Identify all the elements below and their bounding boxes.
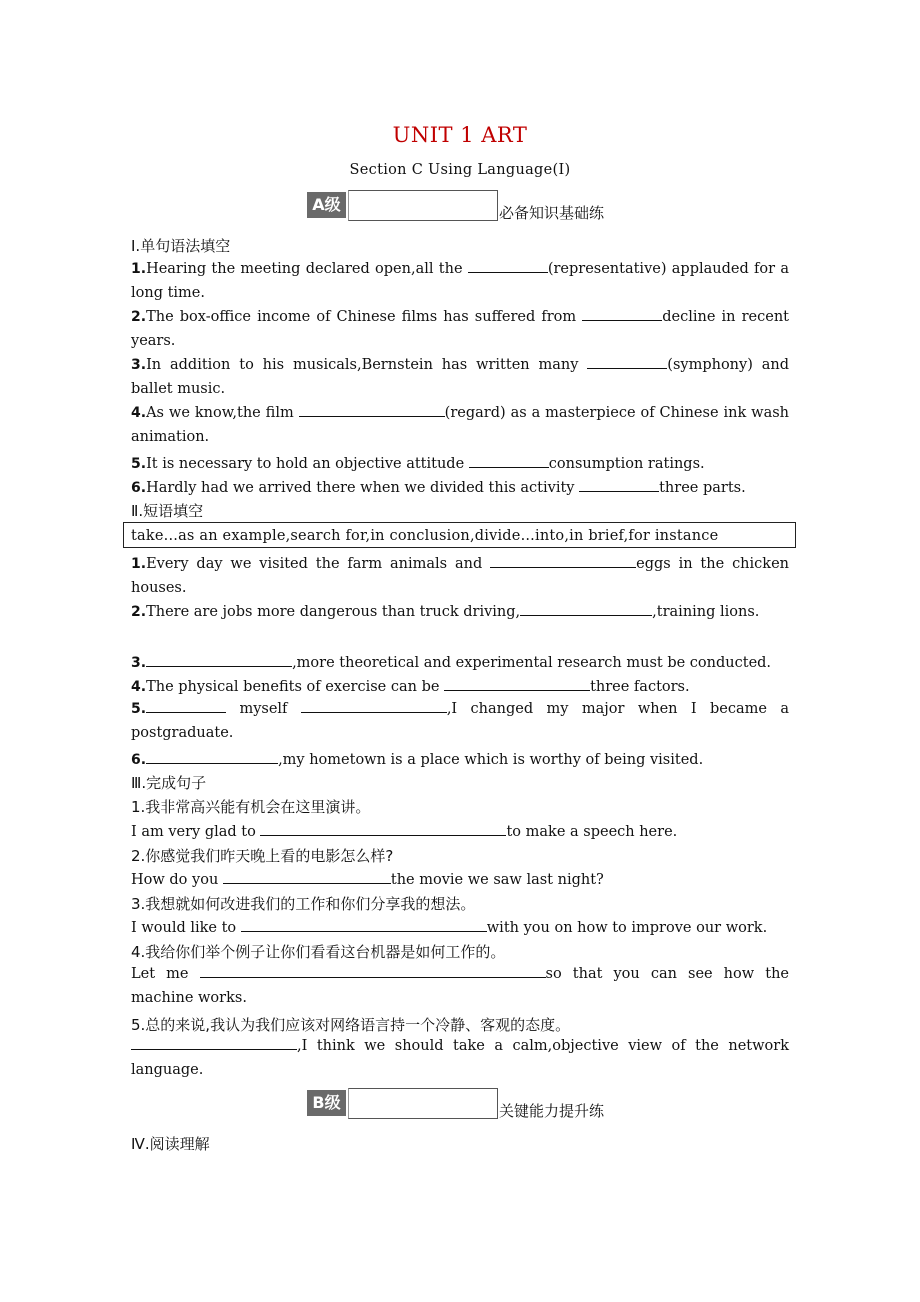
level-a-box <box>348 190 498 221</box>
part2-item-6: 6. ,my hometown is a place which is worthy of being visited. <box>131 749 789 768</box>
level-b-label: 关键能力提升练 <box>499 1102 605 1120</box>
answer-blank[interactable] <box>301 698 447 713</box>
part1-item-5: 5.It is necessary to hold an objective attitude consumption ratings. <box>131 453 789 472</box>
part2-item-3: 3. ,more theoretical and experimental research must be conducted. <box>131 652 789 671</box>
part3-item-5-en: ,I think we should take a calm,objective view of the network language. <box>131 1034 789 1082</box>
answer-blank[interactable] <box>146 698 226 713</box>
part3-item-3-en: I would like to with you on how to improve our work. <box>131 917 789 936</box>
part3-heading: Ⅲ.完成句子 <box>131 774 207 792</box>
answer-blank[interactable] <box>587 354 667 369</box>
answer-blank[interactable] <box>468 258 548 273</box>
answer-blank[interactable] <box>579 477 659 492</box>
level-b-badge: B级 <box>307 1090 346 1116</box>
part3-item-1-cn: 1.我非常高兴能有机会在这里演讲。 <box>131 798 371 816</box>
part2-item-5: 5. myself ,I changed my major when I became a postgraduate. <box>131 697 789 745</box>
phrase-word-box: take...as an example,search for,in conclusion,divide...into,in brief,for instance <box>123 522 796 548</box>
answer-blank[interactable] <box>200 963 546 978</box>
part2-item-2: 2.There are jobs more dangerous than truck driving, ,training lions. <box>131 600 789 624</box>
level-a-label: 必备知识基础练 <box>499 204 605 222</box>
answer-blank[interactable] <box>582 306 662 321</box>
part1-item-1: 1.Hearing the meeting declared open,all the (representative) applauded for a long time. <box>131 257 789 305</box>
level-a-badge: A级 <box>307 192 346 218</box>
answer-blank[interactable] <box>241 917 487 932</box>
part1-heading: Ⅰ.单句语法填空 <box>131 237 231 255</box>
answer-blank[interactable] <box>146 749 278 764</box>
part2-item-4: 4.The physical benefits of exercise can be three factors. <box>131 676 789 695</box>
part3-item-5-cn: 5.总的来说,我认为我们应该对网络语言持一个冷静、客观的态度。 <box>131 1016 571 1034</box>
answer-blank[interactable] <box>520 601 652 616</box>
part3-item-3-cn: 3.我想就如何改进我们的工作和你们分享我的想法。 <box>131 895 476 913</box>
part1-item-6: 6.Hardly had we arrived there when we divided this activity three parts. <box>131 477 789 496</box>
part3-item-4-cn: 4.我给你们举个例子让你们看看这台机器是如何工作的。 <box>131 943 506 961</box>
answer-blank[interactable] <box>469 453 549 468</box>
section-subtitle: Section C Using Language(Ⅰ) <box>349 162 571 178</box>
part4-heading: Ⅳ.阅读理解 <box>131 1135 210 1153</box>
answer-blank[interactable] <box>444 676 590 691</box>
part3-item-2-en: How do you the movie we saw last night? <box>131 869 789 888</box>
part2-heading: Ⅱ.短语填空 <box>131 502 204 520</box>
part3-item-4-en: Let me so that you can see how the machine works. <box>131 962 789 1010</box>
level-b-box <box>348 1088 498 1119</box>
answer-blank[interactable] <box>490 553 636 568</box>
answer-blank[interactable] <box>260 821 506 836</box>
answer-blank[interactable] <box>131 1035 297 1050</box>
part2-item-1: 1.Every day we visited the farm animals and eggs in the chicken houses. <box>131 552 789 600</box>
answer-blank[interactable] <box>146 652 292 667</box>
part3-item-2-cn: 2.你感觉我们昨天晚上看的电影怎么样? <box>131 847 394 865</box>
answer-blank[interactable] <box>223 869 391 884</box>
unit-title: UNIT 1 ART <box>392 123 528 147</box>
part3-item-1-en: I am very glad to to make a speech here. <box>131 821 789 840</box>
answer-blank[interactable] <box>299 402 445 417</box>
part1-item-2: 2.The box-office income of Chinese films has suffered from decline in recent years. <box>131 305 789 353</box>
part1-item-3: 3.In addition to his musicals,Bernstein has written many (symphony) and ballet music. <box>131 353 789 401</box>
part1-item-4: 4.As we know,the film (regard) as a masterpiece of Chinese ink wash animation. <box>131 401 789 449</box>
